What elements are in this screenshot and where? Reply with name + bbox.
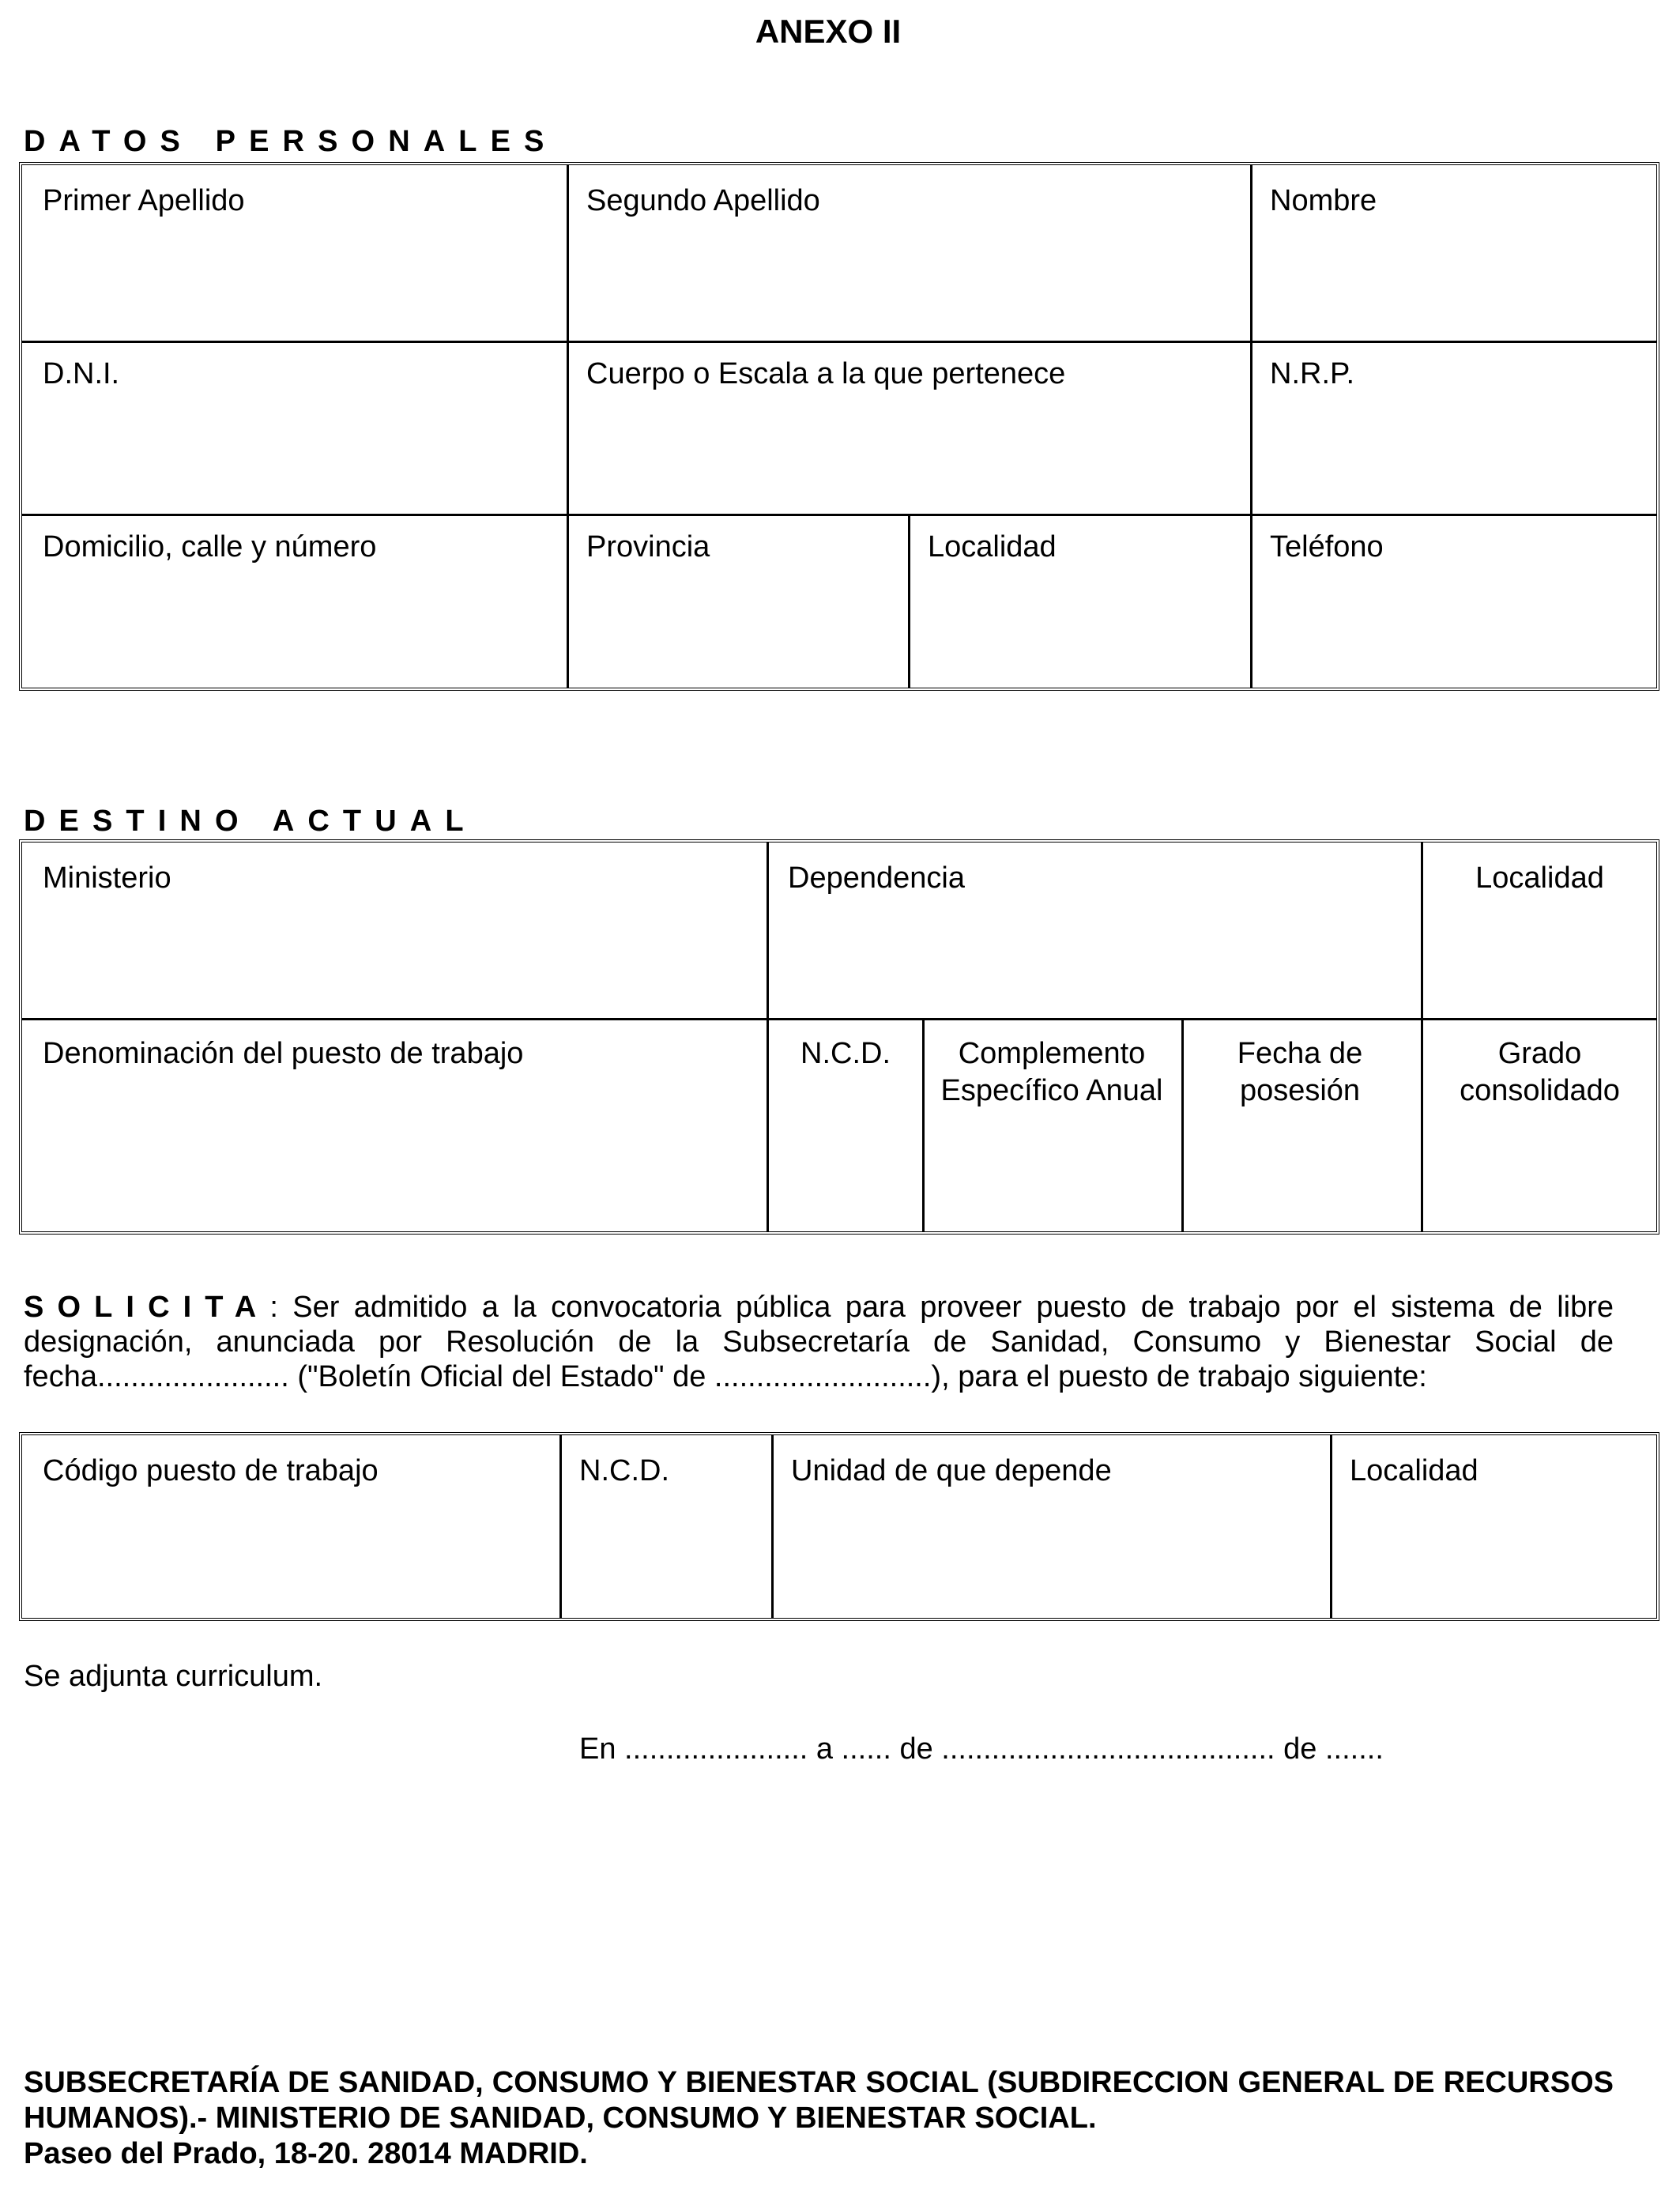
row-divider <box>22 1018 1656 1020</box>
field-dependencia[interactable]: Dependencia <box>788 861 965 895</box>
field-telefono[interactable]: Teléfono <box>1270 530 1384 564</box>
field-codigo-puesto[interactable]: Código puesto de trabajo <box>43 1454 379 1487</box>
field-complemento-especifico[interactable]: Complemento Específico Anual <box>940 1037 1163 1107</box>
section-heading-destino-actual: DESTINO ACTUAL <box>24 805 477 838</box>
puesto-solicitado-table <box>19 1432 1659 1621</box>
row-divider <box>22 341 1656 343</box>
footer-direccion: Paseo del Prado, 18-20. 28014 MADRID. <box>24 2137 588 2170</box>
field-ncd[interactable]: N.C.D. <box>800 1037 891 1070</box>
field-ministerio[interactable]: Ministerio <box>43 861 171 895</box>
field-segundo-apellido[interactable]: Segundo Apellido <box>586 184 820 217</box>
field-localidad-destino[interactable]: Localidad <box>1475 861 1604 895</box>
column-divider <box>1181 1018 1184 1231</box>
row-divider <box>22 514 1656 516</box>
page-title: ANEXO II <box>755 13 902 50</box>
field-grado-consolidado[interactable]: Grado consolidado <box>1460 1037 1620 1107</box>
solicita-text: : Ser admitido a la convocatoria pública para proveer puesto de trabajo por el sistema de libre designación, anunciada por Resolución de la Subsecretaría de Sanidad, Consumo y Bienestar Social de fecha....................... ("Boletín Oficial del Estado" de ..........................), para el puesto de trabajo siguiente: <box>24 1291 1614 1393</box>
footer-address <box>24 2065 1614 2172</box>
solicita-paragraph <box>24 1290 1614 1394</box>
field-dni[interactable]: D.N.I. <box>43 357 120 390</box>
field-denominacion-puesto[interactable]: Denominación del puesto de trabajo <box>43 1037 524 1070</box>
field-domicilio[interactable]: Domicilio, calle y número <box>43 530 377 564</box>
column-divider <box>922 1018 925 1231</box>
field-provincia[interactable]: Provincia <box>586 530 710 564</box>
column-divider <box>1330 1435 1332 1618</box>
column-divider <box>567 165 569 688</box>
column-divider <box>559 1435 562 1618</box>
column-divider <box>908 514 910 688</box>
footer-organismo: SUBSECRETARÍA DE SANIDAD, CONSUMO Y BIENESTAR SOCIAL (SUBDIRECCION GENERAL DE RECURSOS HUMANOS).- MINISTERIO DE SANIDAD, CONSUMO Y BIENESTAR SOCIAL. <box>24 2066 1614 2135</box>
field-fecha-posesion[interactable]: Fecha de posesión <box>1237 1037 1363 1107</box>
field-cuerpo-escala[interactable]: Cuerpo o Escala a la que pertenece <box>586 357 1066 390</box>
section-heading-datos-personales: DATOS PERSONALES <box>24 125 558 158</box>
datos-personales-table <box>19 162 1659 691</box>
column-divider <box>1250 165 1252 688</box>
field-localidad-puesto[interactable]: Localidad <box>1350 1454 1478 1487</box>
adjunta-curriculum-text: Se adjunta curriculum. <box>24 1660 323 1693</box>
field-nrp[interactable]: N.R.P. <box>1270 357 1355 390</box>
field-nombre[interactable]: Nombre <box>1270 184 1377 217</box>
solicita-lead: SOLICITA <box>24 1291 270 1324</box>
field-unidad-depende[interactable]: Unidad de que depende <box>791 1454 1112 1487</box>
column-divider <box>771 1435 774 1618</box>
field-primer-apellido[interactable]: Primer Apellido <box>43 184 245 217</box>
destino-actual-table <box>19 839 1659 1235</box>
field-localidad[interactable]: Localidad <box>928 530 1057 564</box>
field-ncd-puesto[interactable]: N.C.D. <box>579 1454 669 1487</box>
fecha-lugar-line: En ...................... a ...... de ........................................ de ....... <box>579 1732 1384 1766</box>
